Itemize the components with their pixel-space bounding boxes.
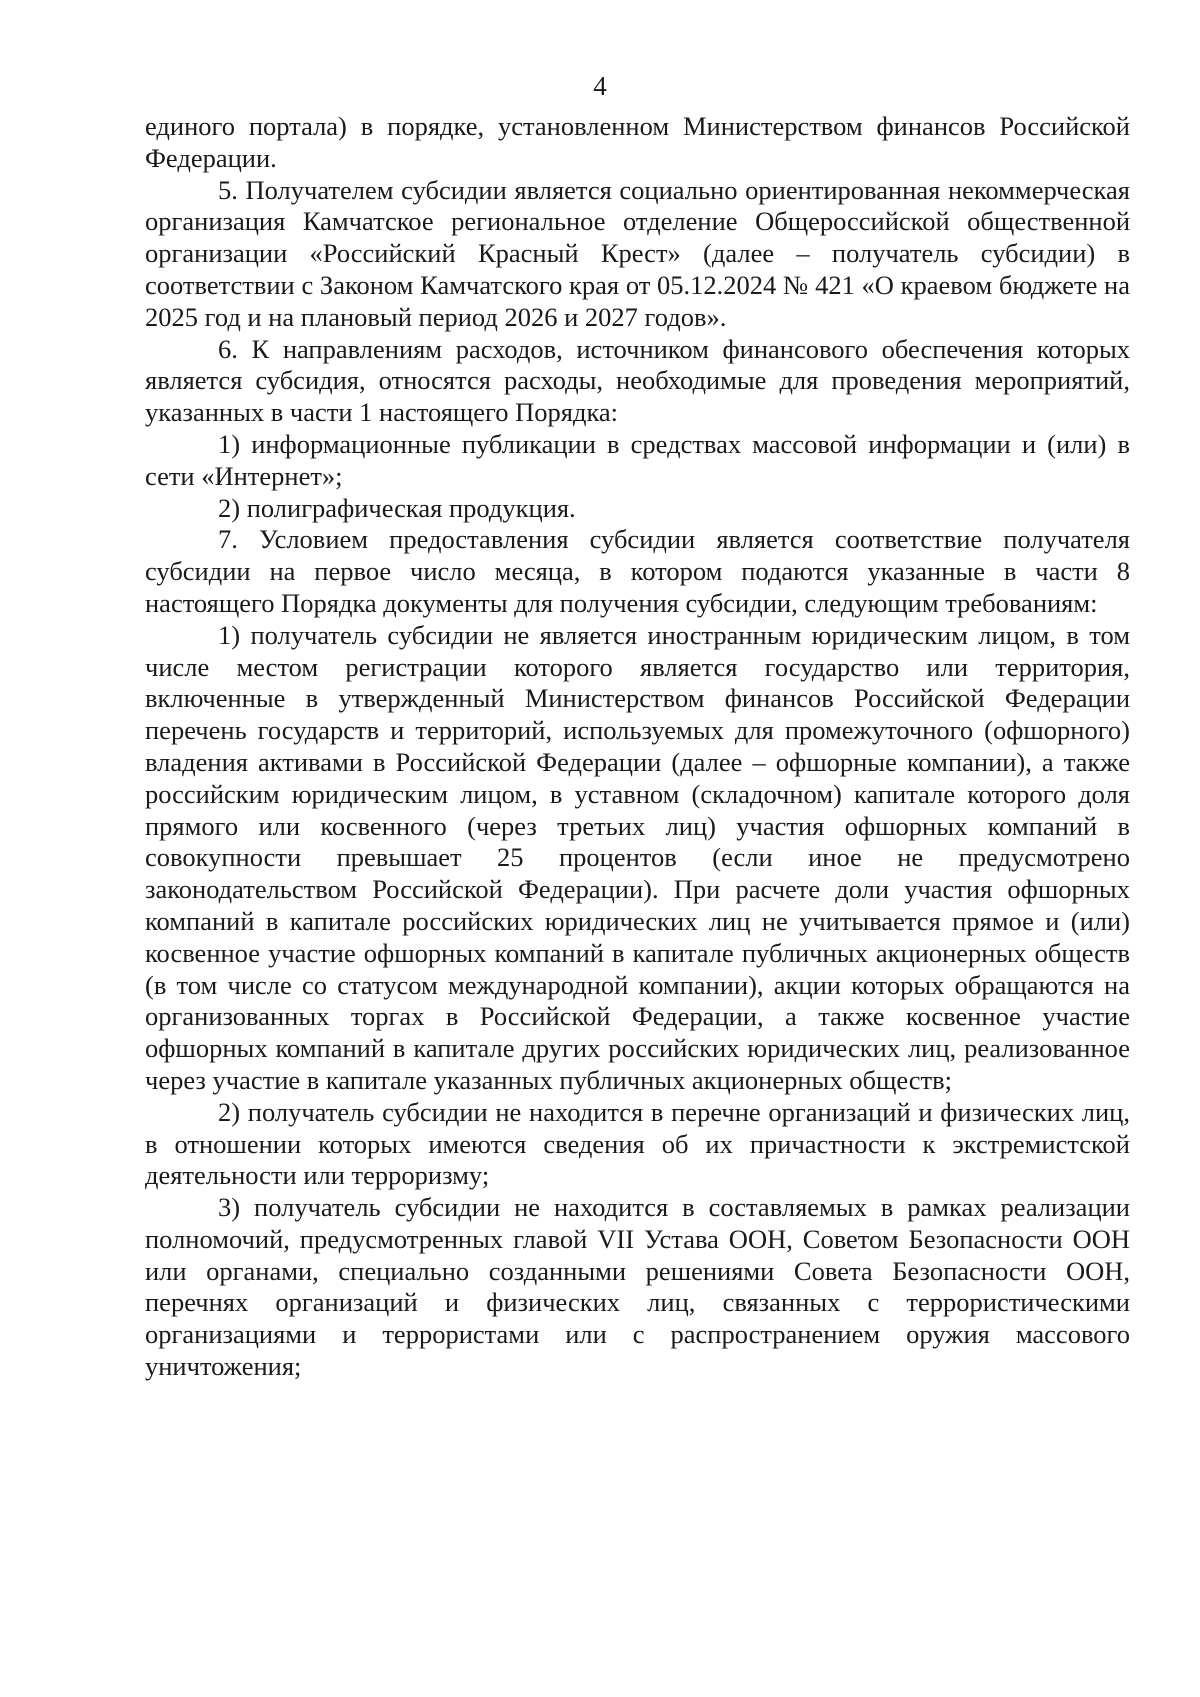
paragraph-subitem-7-1: 1) получатель субсидии не является иностранным юридическим лицом, в том числе местом регистрации которого является государство или территория, включенные в утвержденный Министерством финансов Российской Федерации перечень государств и территорий, используемых для промежуточного (офшорного) владения активами в Российской Федерации (далее – офшорные компании), а также российским юридическим лицом, в уставном (складочном) капитале которого доля прямого или косвенного (через третьих лиц) участия офшорных компаний в совокупности превышает 25 процентов (если иное не предусмотрено законодательством Российской Федерации). При расчете доли участия офшорных компаний в капитале российских юридических лиц не учитывается прямое и (или) косвенное участие офшорных компаний в капитале публичных акционерных обществ (в том числе со статусом международной компании), акции которых обращаются на организованных торгах в Российской Федерации, а также косвенное участие офшорных компаний в капитале других российских юридических лиц, реализованное через участие в капитале указанных публичных акционерных обществ;	[145, 619, 1130, 1095]
paragraph-item-6-expenses: 6. К направлениям расходов, источником финансового обеспечения которых является субсидия, относятся расходы, необходимые для проведения мероприятий, указанных в части 1 настоящего Порядка:	[145, 333, 1130, 428]
paragraph-item-7-conditions: 7. Условием предоставления субсидии является соответствие получателя субсидии на первое число месяца, в котором подаются указанные в части 8 настоящего Порядка документы для получения субсидии, следующим требованиям:	[145, 524, 1130, 618]
document-body	[145, 111, 1130, 1383]
paragraph-subitem-7-2: 2) получатель субсидии не находится в перечне организаций и физических лиц, в отношении которых имеются сведения об их причастности к экстремистской деятельности или терроризму;	[145, 1096, 1130, 1191]
paragraph-subitem-6-1: 1) информационные публикации в средствах массовой информации и (или) в сети «Интернет»;	[145, 428, 1130, 491]
paragraph-subitem-6-2: 2) полиграфическая продукция.	[218, 492, 576, 523]
paragraph-continuation: единого портала) в порядке, установленном Министерством финансов Российской Федерации.	[145, 111, 1130, 173]
paragraph-subitem-7-3: 3) получатель субсидии не находится в составляемых в рамках реализации полномочий, предусмотренных главой VII Устава ООН, Советом Безопасности ООН или органами, специально созданными решениями Совета Безопасности ООН, перечнях организаций и физических лиц, связанных с террористическими организациями и террористами или с распространением оружия массового уничтожения;	[145, 1192, 1130, 1382]
page-number: 4	[593, 71, 607, 101]
paragraph-item-5-recipient: 5. Получателем субсидии является социально ориентированная некоммерческая организация Камчатское региональное отделение Общероссийской общественной организации «Российский Красный Крест» (далее – получатель субсидии) в соответствии с Законом Камчатского края от 05.12.2024 № 421 «О краевом бюджете на 2025 год и на плановый период 2026 и 2027 годов».	[145, 174, 1130, 332]
